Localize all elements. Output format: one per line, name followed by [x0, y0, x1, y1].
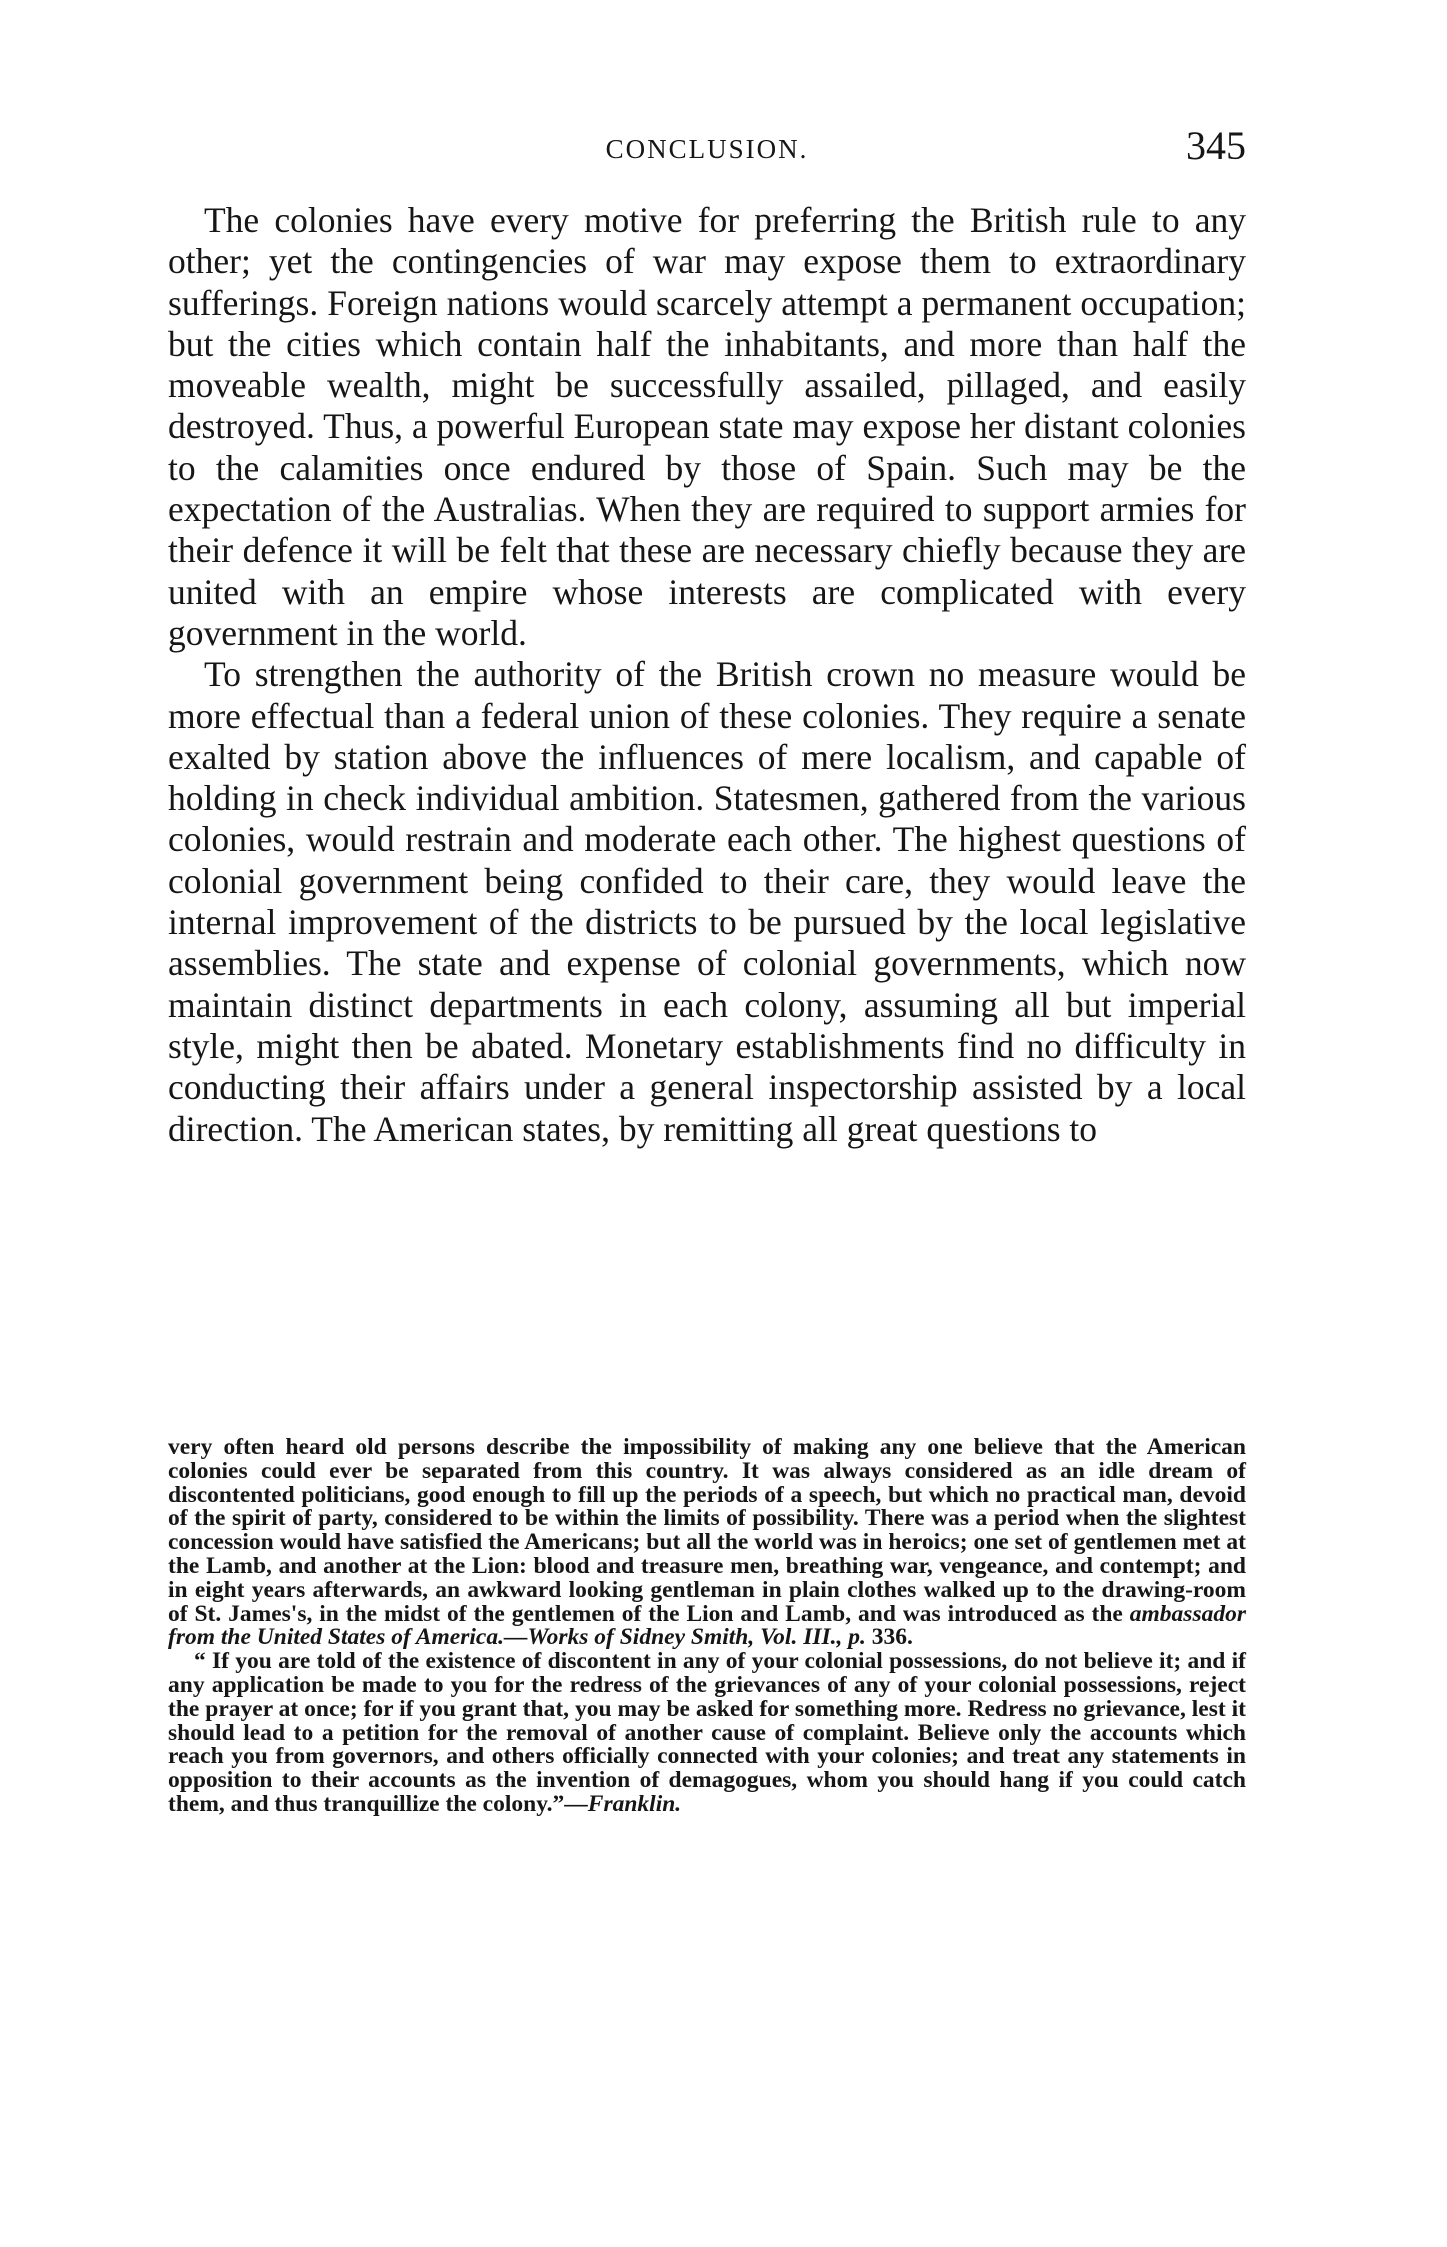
footnote-2-text: “ If you are told of the existence of discontent in any of your colonial possessions, do not believe it; and if any application be made to you for the redress of the grievances of any of your colonial possessions, reject the prayer at once; for if you grant that, you may be asked for something more. Redress no grievance, lest it should lead to a petition for the removal of another cause of complaint. Believe only the accounts which reach you from governors, and others officially connected with your colonies; and treat any statements in opposition to their accounts as the invention of demagogues, whom you should hang if you could catch them, and thus tranquillize the colony.”— [168, 1648, 1246, 1817]
body-paragraph-2: To strengthen the authority of the British crown no measure would be more effectual than a federal union of these colonies. They require a senate exalted by station above the influences of mere localism, and capable of holding in check individual ambition. Statesmen, gathered from the various colonies, would restrain and moderate each other. The highest questions of colonial government being confided to their care, they would leave the internal improvement of the districts to be pursued by the local legislative assemblies. The state and expense of colonial governments, which now maintain distinct departments in each colony, assuming all but imperial style, might then be abated. Monetary establishments find no difficulty in conducting their affairs under a general inspectorship assisted by a local direction. The American states, by remitting all great questions to [168, 654, 1246, 1149]
footnotes [168, 1436, 1246, 1817]
page-header [168, 122, 1246, 174]
footnote-2 [168, 1650, 1246, 1817]
footnote-1 [168, 1436, 1246, 1650]
footnote-1-text: very often heard old persons describe the impossibility of making any one believe that the American colonies could ever be separated from this country. It was always considered as an idle dream of discontented politicians, good enough to fill up the periods of a speech, but which no practical man, devoid of the spirit of party, considered to be within the limits of possibility. There was a period when the slightest concession would have satisfied the Americans; but all the world was in heroics; one set of gentlemen met at the Lamb, and another at the Lion: blood and treasure men, breathing war, vengeance, and contempt; and in eight years afterwards, an awkward looking gentleman in plain clothes walked up to the drawing-room of St. James's, in the midst of the gentlemen of the Lion and Lamb, and was introduced as the [168, 1434, 1246, 1627]
footnote-1-citation: ambassador from the United States of America.—Works of Sidney Smith, Vol. III., p. [168, 1600, 1246, 1651]
main-text [168, 200, 1246, 1150]
page-number: 345 [1186, 123, 1246, 168]
running-head: CONCLUSION. [605, 134, 809, 164]
body-paragraph-1: The colonies have every motive for preferring the British rule to any other; yet the contingencies of war may expose them to extraordinary sufferings. Foreign nations would scarcely attempt a permanent occupation; but the cities which contain half the inhabitants, and more than half the moveable wealth, might be successfully assailed, pillaged, and easily destroyed. Thus, a powerful European state may expose her distant colonies to the calamities once endured by those of Spain. Such may be the expectation of the Australias. When they are required to support armies for their defence it will be felt that these are necessary chiefly because they are united with an empire whose interests are complicated with every government in the world. [168, 200, 1246, 653]
footnote-2-author: Franklin. [587, 1790, 682, 1817]
footnote-1-page: 336. [865, 1624, 913, 1651]
